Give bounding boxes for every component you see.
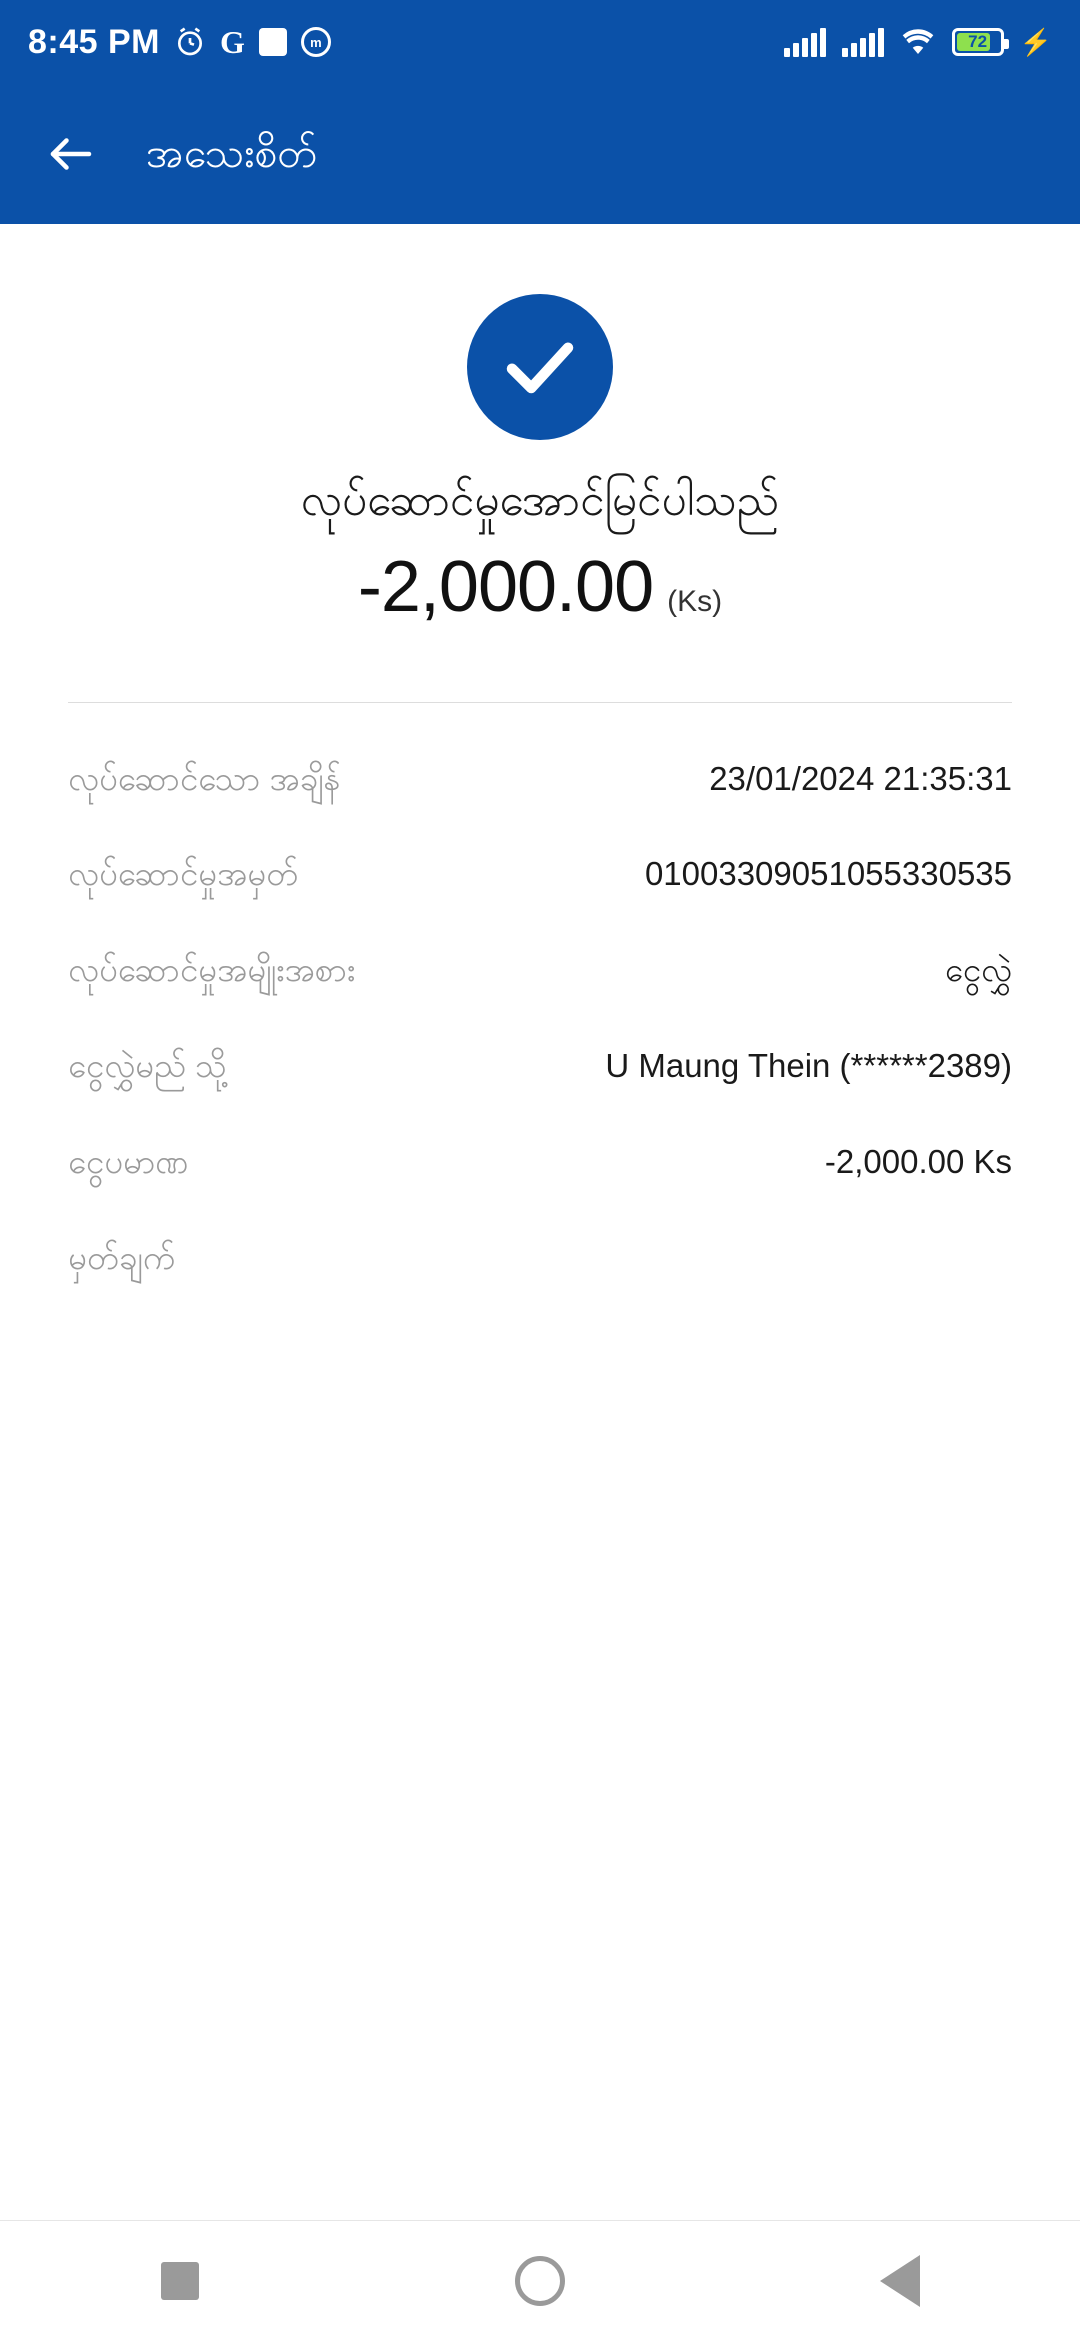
amount-currency: (Ks) bbox=[667, 584, 723, 618]
detail-label: မှတ်ချက် bbox=[68, 1238, 176, 1276]
recents-square-icon[interactable] bbox=[120, 2221, 240, 2340]
detail-label: လုပ်ဆောင်မှုအမျိုးအစား bbox=[68, 951, 356, 989]
page-title: အသေးစိတ် bbox=[146, 130, 318, 177]
wifi-icon bbox=[900, 27, 936, 57]
detail-row-transaction-type bbox=[68, 922, 1012, 1018]
home-circle-glyph bbox=[515, 2256, 565, 2306]
detail-label: လုပ်ဆောင်မှုအမှတ် bbox=[68, 855, 299, 893]
recents-square-glyph bbox=[161, 2262, 199, 2300]
charging-bolt-icon: ⚡ bbox=[1019, 27, 1052, 57]
status-bar-right bbox=[784, 27, 1052, 57]
success-status-text: လုပ်ဆောင်မှုအောင်မြင်ပါသည် bbox=[300, 476, 780, 525]
signal-icon-2 bbox=[842, 27, 884, 57]
detail-row-transaction-id bbox=[68, 826, 1012, 922]
back-triangle-glyph bbox=[880, 2255, 920, 2307]
messenger-icon: m bbox=[301, 27, 331, 57]
detail-value: ငွေလွှဲ bbox=[944, 951, 1012, 989]
status-bar bbox=[0, 0, 1080, 84]
system-nav-bar bbox=[0, 2220, 1080, 2340]
status-clock: 8:45 PM bbox=[28, 22, 160, 61]
alarm-icon bbox=[174, 26, 206, 58]
signal-icon bbox=[784, 27, 826, 57]
detail-row-recipient bbox=[68, 1018, 1012, 1114]
detail-row-time bbox=[68, 731, 1012, 827]
detail-label: ငွေပမာဏ bbox=[68, 1142, 189, 1180]
detail-value: -2,000.00 Ks bbox=[824, 1142, 1012, 1180]
transaction-detail-list bbox=[68, 703, 1012, 1306]
home-circle-icon[interactable] bbox=[480, 2221, 600, 2340]
back-arrow-icon[interactable] bbox=[44, 127, 98, 181]
main-content bbox=[0, 224, 1080, 2220]
success-block bbox=[68, 224, 1012, 628]
detail-label: လုပ်ဆောင်သော အချိန် bbox=[68, 759, 341, 797]
google-icon: G bbox=[220, 23, 245, 60]
square-app-icon bbox=[259, 28, 287, 56]
back-triangle-icon[interactable] bbox=[840, 2221, 960, 2340]
detail-row-note bbox=[68, 1210, 1012, 1306]
detail-value: 23/01/2024 21:35:31 bbox=[709, 759, 1012, 797]
detail-value: 01003309051055330535 bbox=[644, 855, 1012, 893]
check-icon bbox=[467, 294, 613, 440]
app-bar bbox=[0, 84, 1080, 224]
detail-label: ငွေလွှဲမည် သို့ bbox=[68, 1047, 227, 1085]
amount-row bbox=[68, 546, 1012, 628]
detail-value: U Maung Thein (******2389) bbox=[605, 1047, 1012, 1085]
battery-percent-label: 72 bbox=[968, 32, 988, 51]
amount-value: -2,000.00 bbox=[357, 546, 654, 627]
battery-icon bbox=[952, 28, 1004, 56]
detail-row-amount bbox=[68, 1114, 1012, 1210]
status-bar-left bbox=[28, 23, 331, 62]
